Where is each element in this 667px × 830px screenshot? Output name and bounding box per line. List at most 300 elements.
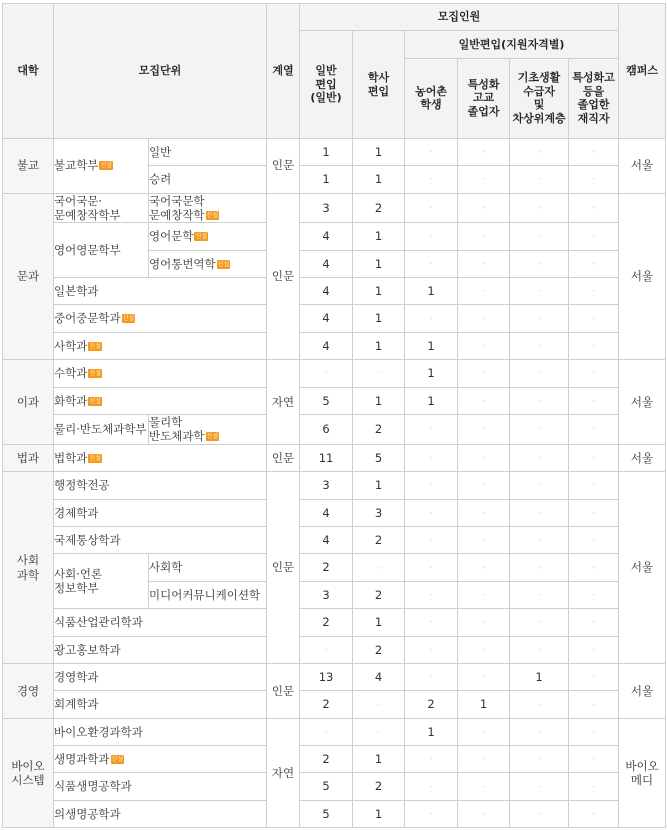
empty-mark: - (429, 202, 433, 212)
unit-cell (54, 415, 149, 445)
cell-text: 자연 (271, 765, 295, 780)
cell-text: 행정학전공 (54, 478, 110, 493)
cell-text: 1 (322, 144, 330, 159)
table-row (3, 663, 666, 690)
empty-mark: - (482, 395, 485, 405)
cell-text: 바이오 시스템 (11, 758, 45, 787)
empty-mark: - (592, 424, 595, 434)
field-cell (267, 193, 300, 360)
empty-mark: - (482, 754, 485, 764)
header-unit: 모집단위 (54, 4, 267, 139)
bachelor-count (353, 360, 405, 387)
unit-cell (54, 609, 267, 636)
general-count (300, 609, 353, 636)
unit-cell (54, 332, 267, 359)
specialized-count (458, 166, 510, 193)
general-count (300, 472, 353, 499)
general-count (300, 554, 353, 581)
specialized-count (458, 472, 510, 499)
basic-count (510, 718, 569, 745)
cell-text: 인문 (271, 683, 295, 698)
campus-cell (619, 360, 666, 445)
cell-text: 3 (322, 587, 330, 602)
farm-count (405, 581, 458, 608)
empty-mark: - (429, 562, 433, 572)
empty-mark: - (592, 699, 595, 709)
basic-count (510, 746, 569, 773)
worker-count (569, 636, 619, 663)
cell-text: 국어국문학 문예창작학 (149, 193, 205, 222)
table-row (3, 746, 666, 773)
farm-count (405, 415, 458, 445)
specialized-count (458, 444, 510, 471)
empty-mark: - (592, 395, 595, 405)
empty-mark: - (592, 672, 595, 682)
table-row (3, 718, 666, 745)
cell-text: 1 (535, 669, 543, 684)
empty-mark: - (482, 617, 485, 627)
table-body (3, 138, 666, 827)
cell-text: 영어통번역학 (149, 256, 216, 271)
header-bachelor: 학사 편입 (353, 31, 405, 138)
bachelor-count (353, 526, 405, 553)
empty-mark: - (592, 174, 595, 184)
bachelor-count (353, 773, 405, 800)
empty-mark: - (592, 589, 595, 599)
table-row (3, 387, 666, 414)
bachelor-count (353, 499, 405, 526)
empty-mark: - (537, 146, 541, 156)
general-count (300, 800, 353, 827)
cell-text: 서울 (630, 560, 654, 575)
cell-text: 1 (427, 284, 435, 299)
worker-count (569, 223, 619, 250)
bachelor-count (353, 581, 405, 608)
empty-mark: - (429, 672, 433, 682)
cell-text: 1 (374, 393, 383, 408)
unit-cell (54, 691, 267, 718)
empty-mark: - (482, 452, 485, 462)
farm-count (405, 636, 458, 663)
worker-count (569, 278, 619, 305)
farm-count (405, 444, 458, 471)
basic-count (510, 800, 569, 827)
basic-count (510, 250, 569, 277)
empty-mark: - (324, 644, 328, 654)
empty-mark: - (592, 617, 595, 627)
bachelor-count (353, 800, 405, 827)
empty-mark: - (377, 368, 380, 378)
worker-count (569, 472, 619, 499)
empty-mark: - (537, 726, 541, 736)
basic-count (510, 691, 569, 718)
field-cell (267, 444, 300, 471)
worker-count (569, 193, 619, 223)
farm-count (405, 387, 458, 414)
bachelor-count (353, 250, 405, 277)
college-cell (3, 138, 54, 193)
empty-mark: - (429, 231, 433, 241)
worker-count (569, 554, 619, 581)
basic-count (510, 636, 569, 663)
field-cell (267, 718, 300, 828)
sub-unit-cell (149, 166, 267, 193)
empty-mark: - (429, 589, 433, 599)
header-farm: 농어촌 학생 (405, 58, 458, 138)
cell-text: 법학과 (54, 450, 88, 465)
cell-text: 2 (374, 642, 383, 657)
bachelor-count (353, 193, 405, 223)
empty-mark: - (537, 699, 541, 709)
basic-count (510, 193, 569, 223)
college-cell (3, 193, 54, 360)
new-badge: 신설 (206, 433, 219, 441)
table-row (3, 138, 666, 165)
empty-mark: - (482, 424, 485, 434)
specialized-count (458, 193, 510, 223)
cell-text: 영어문학 (149, 229, 194, 244)
general-count (300, 444, 353, 471)
basic-count (510, 663, 569, 690)
empty-mark: - (482, 809, 485, 819)
cell-text: 물리학 반도체과학 (149, 415, 205, 444)
new-badge: 신설 (89, 454, 101, 462)
table-row (3, 526, 666, 553)
empty-mark: - (482, 562, 485, 572)
bachelor-count (353, 278, 405, 305)
empty-mark: - (482, 589, 485, 599)
empty-mark: - (537, 617, 541, 627)
new-badge: 신설 (206, 211, 219, 219)
empty-mark: - (537, 754, 541, 764)
sub-unit-cell (149, 581, 267, 608)
cell-text: 인문 (271, 269, 295, 284)
empty-mark: - (592, 313, 595, 323)
specialized-count (458, 223, 510, 250)
college-cell (3, 360, 54, 445)
general-count (300, 499, 353, 526)
basic-count (510, 526, 569, 553)
farm-count (405, 499, 458, 526)
empty-mark: - (592, 286, 595, 296)
empty-mark: - (482, 146, 485, 156)
campus-cell (619, 718, 666, 828)
general-count (300, 718, 353, 745)
bachelor-count (353, 746, 405, 773)
cell-text: 인문 (271, 158, 295, 173)
field-cell (267, 663, 300, 718)
bachelor-count (353, 609, 405, 636)
empty-mark: - (482, 313, 485, 323)
farm-count (405, 138, 458, 165)
empty-mark: - (482, 202, 485, 212)
cell-text: 2 (322, 752, 330, 767)
empty-mark: - (482, 368, 485, 378)
unit-cell (54, 499, 267, 526)
header-basic: 기초생활 수급자 및 차상위계층 (510, 58, 569, 138)
cell-text: 영어영문학부 (54, 243, 121, 258)
table-row (3, 278, 666, 305)
cell-text: 1 (374, 172, 383, 187)
specialized-count (458, 663, 510, 690)
farm-count (405, 472, 458, 499)
unit-cell (54, 223, 149, 278)
new-badge: 신설 (89, 370, 101, 378)
empty-mark: - (592, 809, 595, 819)
new-badge: 신설 (100, 162, 113, 170)
empty-mark: - (482, 341, 485, 351)
empty-mark: - (592, 231, 595, 241)
empty-mark: - (324, 368, 328, 378)
cell-text: 1 (427, 724, 435, 739)
cell-text: 인문 (271, 450, 295, 465)
cell-text: 경영학과 (54, 669, 99, 684)
new-badge: 신설 (111, 756, 124, 764)
cell-text: 2 (374, 587, 383, 602)
cell-text: 1 (427, 338, 435, 353)
cell-text: 5 (374, 450, 383, 465)
empty-mark: - (537, 562, 541, 572)
general-count (300, 526, 353, 553)
empty-mark: - (537, 507, 541, 517)
specialized-count (458, 609, 510, 636)
empty-mark: - (537, 644, 541, 654)
empty-mark: - (429, 507, 433, 517)
cell-text: 4 (322, 532, 330, 547)
unit-cell (54, 800, 267, 827)
cell-text: 5 (322, 806, 330, 821)
farm-count (405, 305, 458, 332)
unit-cell (54, 773, 267, 800)
empty-mark: - (482, 672, 485, 682)
table-row (3, 223, 666, 250)
header-field: 계열 (267, 4, 300, 139)
empty-mark: - (429, 535, 433, 545)
cell-text: 국제통상학과 (54, 532, 121, 547)
cell-text: 5 (322, 393, 330, 408)
empty-mark: - (377, 726, 380, 736)
cell-text: 1 (374, 338, 383, 353)
cell-text: 1 (374, 256, 383, 271)
campus-cell (619, 472, 666, 664)
cell-text: 1 (322, 172, 330, 187)
cell-text: 1 (427, 393, 435, 408)
cell-text: 경제학과 (54, 505, 99, 520)
empty-mark: - (429, 313, 433, 323)
worker-count (569, 387, 619, 414)
cell-text: 2 (322, 560, 330, 575)
cell-text: 사학과 (54, 338, 88, 353)
specialized-count (458, 581, 510, 608)
empty-mark: - (482, 174, 485, 184)
cell-text: 4 (322, 311, 330, 326)
cell-text: 서울 (630, 683, 654, 698)
specialized-count (458, 691, 510, 718)
cell-text: 사회·언론 정보학부 (54, 566, 103, 596)
table-row (3, 554, 666, 581)
sub-unit-cell (149, 554, 267, 581)
worker-count (569, 499, 619, 526)
header-specialized-worker: 특성화고 등을 졸업한 재직자 (569, 58, 619, 138)
cell-text: 2 (374, 532, 383, 547)
cell-text: 3 (322, 200, 330, 215)
worker-count (569, 166, 619, 193)
basic-count (510, 166, 569, 193)
cell-text: 2 (322, 615, 330, 630)
bachelor-count (353, 444, 405, 471)
table-row (3, 444, 666, 471)
cell-text: 국어국문· 문예창작학부 (54, 193, 121, 222)
general-count (300, 278, 353, 305)
empty-mark: - (429, 644, 433, 654)
cell-text: 물리·반도체과학부 (54, 422, 147, 437)
specialized-count (458, 415, 510, 445)
basic-count (510, 499, 569, 526)
college-cell (3, 444, 54, 471)
cell-text: 미디어커뮤니케이션학 (149, 587, 261, 602)
general-count (300, 746, 353, 773)
table-row (3, 415, 666, 445)
bachelor-count (353, 691, 405, 718)
specialized-count (458, 387, 510, 414)
cell-text: 1 (374, 311, 383, 326)
empty-mark: - (592, 507, 595, 517)
unit-cell (54, 305, 267, 332)
cell-text: 사회학 (149, 560, 183, 575)
cell-text: 불교 (16, 158, 40, 173)
empty-mark: - (592, 480, 595, 490)
empty-mark: - (537, 368, 541, 378)
empty-mark: - (592, 146, 595, 156)
cell-text: 서울 (630, 450, 654, 465)
empty-mark: - (537, 535, 541, 545)
campus-cell (619, 193, 666, 360)
cell-text: 2 (322, 697, 330, 712)
farm-count (405, 193, 458, 223)
cell-text: 4 (374, 669, 383, 684)
empty-mark: - (429, 146, 433, 156)
new-badge: 신설 (89, 397, 101, 405)
new-badge: 신설 (122, 315, 135, 323)
worker-count (569, 305, 619, 332)
unit-cell (54, 444, 267, 471)
basic-count (510, 138, 569, 165)
table-row (3, 499, 666, 526)
general-count (300, 691, 353, 718)
bachelor-count (353, 415, 405, 445)
unit-cell (54, 718, 267, 745)
basic-count (510, 360, 569, 387)
general-count (300, 415, 353, 445)
specialized-count (458, 278, 510, 305)
cell-text: 11 (318, 450, 334, 465)
specialized-count (458, 773, 510, 800)
general-count (300, 193, 353, 223)
empty-mark: - (429, 809, 433, 819)
general-count (300, 138, 353, 165)
cell-text: 2 (374, 422, 383, 437)
cell-text: 4 (322, 284, 330, 299)
cell-text: 경영 (16, 683, 40, 698)
empty-mark: - (537, 809, 541, 819)
bachelor-count (353, 138, 405, 165)
empty-mark: - (482, 258, 485, 268)
farm-count (405, 691, 458, 718)
unit-cell (54, 193, 149, 223)
general-count (300, 166, 353, 193)
cell-text: 바이오 메디 (625, 758, 659, 787)
cell-text: 1 (374, 284, 383, 299)
cell-text: 의생명공학과 (54, 806, 121, 821)
empty-mark: - (429, 781, 433, 791)
cell-text: 1 (374, 478, 383, 493)
unit-cell (54, 472, 267, 499)
empty-mark: - (537, 313, 541, 323)
general-count (300, 663, 353, 690)
specialized-count (458, 718, 510, 745)
farm-count (405, 800, 458, 827)
cell-text: 1 (479, 697, 488, 712)
bachelor-count (353, 387, 405, 414)
farm-count (405, 773, 458, 800)
general-count (300, 305, 353, 332)
table-row (3, 305, 666, 332)
basic-count (510, 332, 569, 359)
worker-count (569, 773, 619, 800)
field-cell (267, 360, 300, 445)
empty-mark: - (592, 535, 595, 545)
worker-count (569, 800, 619, 827)
unit-cell (54, 636, 267, 663)
basic-count (510, 305, 569, 332)
table-row (3, 360, 666, 387)
cell-text: 4 (322, 505, 330, 520)
empty-mark: - (537, 480, 541, 490)
empty-mark: - (429, 617, 433, 627)
unit-cell (54, 746, 267, 773)
basic-count (510, 581, 569, 608)
empty-mark: - (592, 258, 595, 268)
unit-cell (54, 138, 149, 193)
table-row (3, 609, 666, 636)
empty-mark: - (592, 202, 595, 212)
cell-text: 1 (374, 144, 383, 159)
empty-mark: - (592, 644, 595, 654)
cell-text: 4 (322, 338, 330, 353)
specialized-count (458, 360, 510, 387)
cell-text: 광고홍보학과 (54, 642, 121, 657)
bachelor-count (353, 223, 405, 250)
cell-text: 5 (322, 779, 330, 794)
worker-count (569, 360, 619, 387)
general-count (300, 223, 353, 250)
basic-count (510, 415, 569, 445)
cell-text: 서울 (630, 394, 654, 409)
unit-cell (54, 387, 267, 414)
general-count (300, 387, 353, 414)
empty-mark: - (537, 174, 541, 184)
new-badge: 신설 (195, 233, 208, 241)
empty-mark: - (592, 452, 595, 462)
empty-mark: - (537, 424, 541, 434)
header-college: 대학 (3, 4, 54, 139)
cell-text: 생명과학과 (54, 752, 110, 767)
new-badge: 신설 (217, 260, 230, 268)
worker-count (569, 609, 619, 636)
campus-cell (619, 663, 666, 718)
bachelor-count (353, 166, 405, 193)
college-cell (3, 472, 54, 664)
